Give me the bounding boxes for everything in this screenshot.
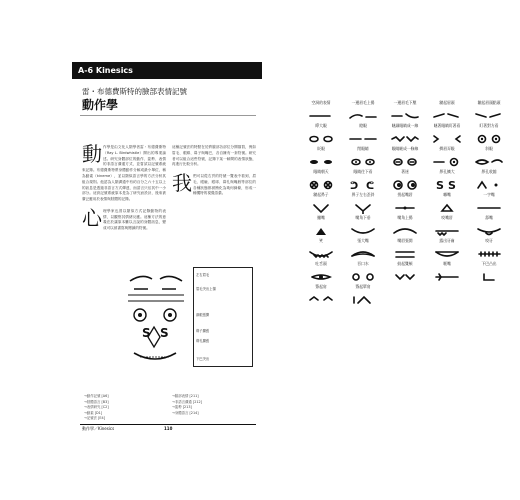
- symbol-label: 咬嘴唇: [441, 215, 453, 220]
- symbol-cell: [300, 100, 342, 122]
- symbol-label: 眼睛往下看: [353, 169, 373, 174]
- lips-pursed-icon: [386, 202, 424, 214]
- symbol-cell: [426, 261, 468, 283]
- symbol-label: 嘴唇張開: [397, 238, 413, 243]
- reference-link[interactable]: →非語言溝通 [212]: [172, 399, 202, 404]
- body-column-2: [172, 145, 256, 197]
- symbol-cell: [300, 123, 342, 145]
- mouth-pull-icon: [302, 225, 340, 237]
- symbol-cell: [342, 192, 384, 214]
- symbol-cell: [468, 261, 510, 283]
- figure-label: 兩眼張開: [196, 313, 210, 317]
- symbol-label: 瞇著眼睛盯著看: [433, 123, 461, 128]
- body-text: 這種記號法的特點在於將臉部各部位分開描寫，例如眉毛、眼睛、鼻子與嘴巴，各自擁有一套符號。研究者可以組合這些符號，記錄下某一瞬間的表情狀態，再進行比較分析。: [172, 145, 256, 167]
- shrug-icon: [302, 294, 340, 306]
- stare-icon: [470, 133, 508, 145]
- symbol-cell: [468, 100, 510, 122]
- symbol-label: 嘴角下垂: [355, 215, 371, 220]
- symbol-label: 眼睛朝天: [313, 169, 329, 174]
- symbol-label: 咂嘴: [443, 261, 451, 266]
- symbol-label: 一邊眉毛下壓: [393, 100, 417, 105]
- tongue-icon: [302, 271, 340, 283]
- smile-icon: [302, 248, 340, 260]
- symbol-label: 露出牙齒: [439, 238, 455, 243]
- symbol-cell: [342, 123, 384, 145]
- open-mouth-icon: [344, 248, 382, 260]
- symbol-cell: [468, 123, 510, 145]
- symbol-label: 鼓起雙頰: [397, 261, 413, 266]
- figure-label-box: [193, 267, 253, 367]
- eyes-up-icon: [302, 179, 340, 191]
- symbol-label: 一邊眉毛上揚: [351, 100, 375, 105]
- symbol-label: 吞口水: [357, 261, 369, 266]
- closed-eyes-icon: [344, 156, 382, 168]
- symbol-cell: [342, 238, 384, 260]
- nostril-narrow-icon: [470, 179, 508, 191]
- symbol-cell: [426, 146, 468, 168]
- wink-icon: [428, 156, 466, 168]
- symbol-cell: [468, 169, 510, 191]
- brow-knit-icon: [428, 110, 466, 122]
- straight-mouth-icon: [470, 202, 508, 214]
- symbol-cell: [300, 192, 342, 214]
- symbol-label: 張大嘴: [357, 238, 369, 243]
- symbol-label: 笑: [319, 238, 323, 243]
- symbol-cell: [300, 284, 342, 306]
- face-figure: [120, 267, 190, 367]
- symbol-cell: [426, 169, 468, 191]
- symbol-cell: [426, 100, 468, 122]
- reference-link[interactable]: →記號法 [E4]: [84, 416, 106, 421]
- reference-link[interactable]: →動素 [D1]: [84, 410, 103, 415]
- mouth-down-icon: [344, 225, 382, 237]
- body-column-1: [82, 142, 166, 232]
- symbol-label: 空洞的表情: [311, 100, 331, 105]
- smack-icon: [428, 271, 466, 283]
- symbol-cell: [384, 100, 426, 122]
- symbol-cell: [342, 215, 384, 237]
- page-title: 動作學: [82, 98, 119, 112]
- symbol-label: 盯著對方看: [479, 123, 499, 128]
- reference-link[interactable]: →動作記號 [A6]: [84, 394, 109, 398]
- symbol-cell: [384, 215, 426, 237]
- symbol-label: 眼睛瞇成一條線: [391, 146, 419, 151]
- symbol-cell: [384, 238, 426, 260]
- eyebrow-lower-one-icon: [386, 110, 424, 122]
- symbol-label: 下巴凸出: [481, 261, 497, 266]
- svg-text:ᕤ: ᕤ: [350, 181, 359, 191]
- running-footer: 動作學／Kinesics: [82, 426, 115, 431]
- symbol-label: 嘴角上揚: [397, 215, 413, 220]
- symbol-cell: [468, 238, 510, 260]
- pout-icon: [428, 202, 466, 214]
- figure-label: 鼻子擴張: [196, 329, 210, 333]
- shrug-one-icon: [344, 294, 382, 306]
- symbol-label: 鼻孔擴大: [439, 169, 455, 174]
- cheeks-puff-icon: [386, 271, 424, 283]
- symbol-label: 皺起眉頭: [439, 100, 455, 105]
- symbol-cell: [342, 261, 384, 283]
- symbol-label: 撇嘴: [317, 215, 325, 220]
- eyebrow-raise-one-icon: [344, 110, 382, 122]
- symbol-cell: [426, 192, 468, 214]
- swallow-icon: [344, 271, 382, 283]
- narrow-eyes-icon: [386, 156, 424, 168]
- eyes-down-icon: [344, 179, 382, 191]
- svg-text:S: S: [142, 326, 151, 340]
- symbol-cell: [384, 261, 426, 283]
- symbol-label: 吐舌頭: [315, 261, 327, 266]
- brow-knit-nod-icon: [470, 110, 508, 122]
- symbol-label: 抿起嘴唇: [397, 192, 413, 197]
- reference-list-left: [84, 394, 109, 422]
- wide-eyes-icon: [302, 133, 340, 145]
- reference-link[interactable]: →臉部表情 [211]: [172, 394, 199, 398]
- squint-icon: [386, 133, 424, 145]
- dropcap: 我: [172, 170, 192, 195]
- side-eye-icon: [470, 156, 508, 168]
- face-notation-icon: [120, 267, 190, 367]
- symbol-label: 嘟嘴: [443, 192, 451, 197]
- symbol-label: 鼻子左右歪斜: [351, 192, 375, 197]
- glare-icon: [344, 133, 382, 145]
- symbol-label: 一字嘴: [483, 192, 495, 197]
- svg-text:S: S: [436, 179, 444, 191]
- lip-bite-icon: [428, 225, 466, 237]
- nostril-flare-icon: [428, 179, 466, 191]
- symbol-cell: [384, 192, 426, 214]
- symbol-cell: [342, 100, 384, 122]
- symbol-cell: [300, 215, 342, 237]
- symbol-label: 閉眼睛: [357, 146, 369, 151]
- body-text: 作學是由文化人類學者雷・布德費斯特（Ray L. Birdwhistle）開出的專業論述。研究身體部位的動作、姿勢、表情的非語言溝通方式，並嘗試以記號系統來記錄。布德費斯特將身體動作分解成最小單位，稱為動素（kineme），並以類似語言學的方法分析其組合規則。他認為人類溝通中有約百分之六十五以上的訊息是透過非語言方式傳達，而語言只佔其中一小部分。這套記號系統原本是為了研究而設計，後來被廣泛應用於表情與肢體的記錄。: [82, 145, 166, 202]
- symbol-label: 著迷: [401, 169, 409, 174]
- mouth-up-icon: [386, 225, 424, 237]
- symbol-cell: [426, 215, 468, 237]
- lips-apart-icon: [386, 248, 424, 260]
- nose-wrinkle-icon: [302, 202, 340, 214]
- symbol-cell: [384, 123, 426, 145]
- blink-icon: [302, 156, 340, 168]
- symbol-label: 咬牙: [485, 238, 493, 243]
- symbol-cell: [300, 146, 342, 168]
- symbol-label: 睜大眼: [315, 123, 327, 128]
- symbol-cell: [468, 192, 510, 214]
- title-divider: [80, 115, 256, 116]
- symbol-cell: [426, 123, 468, 145]
- reference-list-right: [172, 394, 202, 416]
- symbol-cell: [468, 146, 510, 168]
- symbol-cell: [300, 238, 342, 260]
- symbol-label: 斜眼: [485, 146, 493, 151]
- symbol-cell: [426, 238, 468, 260]
- lick-lips-icon: [470, 225, 508, 237]
- body-text: 們可以從右頁的符號一覽表中看到，眉毛、眼瞼、眼球、鼻孔與嘴唇等部位的各種狀態都被簡化為幾何線條，形成一種獨特的視覺語彙。: [193, 173, 256, 196]
- dropcap: 動: [82, 142, 102, 166]
- clench-icon: [470, 248, 508, 260]
- symbol-cell: [342, 284, 384, 306]
- symbol-label: 皺起眉頭點頭: [477, 100, 501, 105]
- symbol-label: 聳起肩: [315, 284, 327, 289]
- symbol-label: 鼻孔收縮: [481, 169, 497, 174]
- symbol-label: 聳起單肩: [355, 284, 371, 289]
- body-text: 理學家也曾以類似方式記錄動物的表情，以觀察其情緒反應。這種方法的意義在於讓原本難以言說的身體訊息，變成可以被書寫與閱讀的符號。: [103, 208, 166, 231]
- symbol-label: 瞪眼: [359, 123, 367, 128]
- symbol-cell: [300, 169, 342, 191]
- dropcap: 心: [82, 205, 102, 230]
- symbol-cell: [468, 215, 510, 237]
- figure-label: 鼻孔擴張: [196, 339, 210, 343]
- figure-label: 下巴突出: [196, 357, 210, 361]
- symbol-label: 皺起鼻子: [313, 192, 329, 197]
- svg-text:ᕦ: ᕦ: [366, 181, 375, 191]
- symbol-cell: [342, 146, 384, 168]
- reference-link[interactable]: →姿勢 [213]: [172, 405, 192, 410]
- footer-divider: [80, 424, 256, 425]
- symbol-label: 瞇細眼睛成一線: [391, 123, 419, 128]
- symbol-label: 舔嘴: [485, 215, 493, 220]
- symbol-label: 眨眼: [317, 146, 325, 151]
- svg-text:S: S: [160, 326, 169, 340]
- symbol-label: 擠眉弄眼: [439, 146, 455, 151]
- fascinated-icon: [386, 179, 424, 191]
- section-header: A-6 Kinesics: [72, 62, 262, 79]
- page-number: 110: [164, 426, 173, 431]
- figure-label: 眉毛突出上揚: [196, 287, 216, 291]
- teeth-icon: [428, 248, 466, 260]
- right-page: [300, 62, 510, 432]
- flat-line-icon: [302, 110, 340, 122]
- symbol-cell: [342, 169, 384, 191]
- page-subtitle: 雷・布德費斯特的臉部表情記號: [82, 87, 187, 96]
- squint-stare-icon: [428, 133, 466, 145]
- symbol-cell: [384, 169, 426, 191]
- reference-link[interactable]: →身體語言 [214]: [172, 410, 199, 415]
- nose-twist-icon: [344, 202, 382, 214]
- left-page: [72, 62, 262, 432]
- reference-link[interactable]: →肢體語言 [B3]: [84, 399, 109, 404]
- chin-out-icon: [470, 271, 508, 283]
- figure-label: 左右眉毛: [196, 273, 210, 277]
- symbol-cell: [300, 261, 342, 283]
- reference-link[interactable]: →表情研究 [C2]: [84, 405, 109, 410]
- symbol-cell: [384, 146, 426, 168]
- svg-text:S: S: [448, 179, 456, 191]
